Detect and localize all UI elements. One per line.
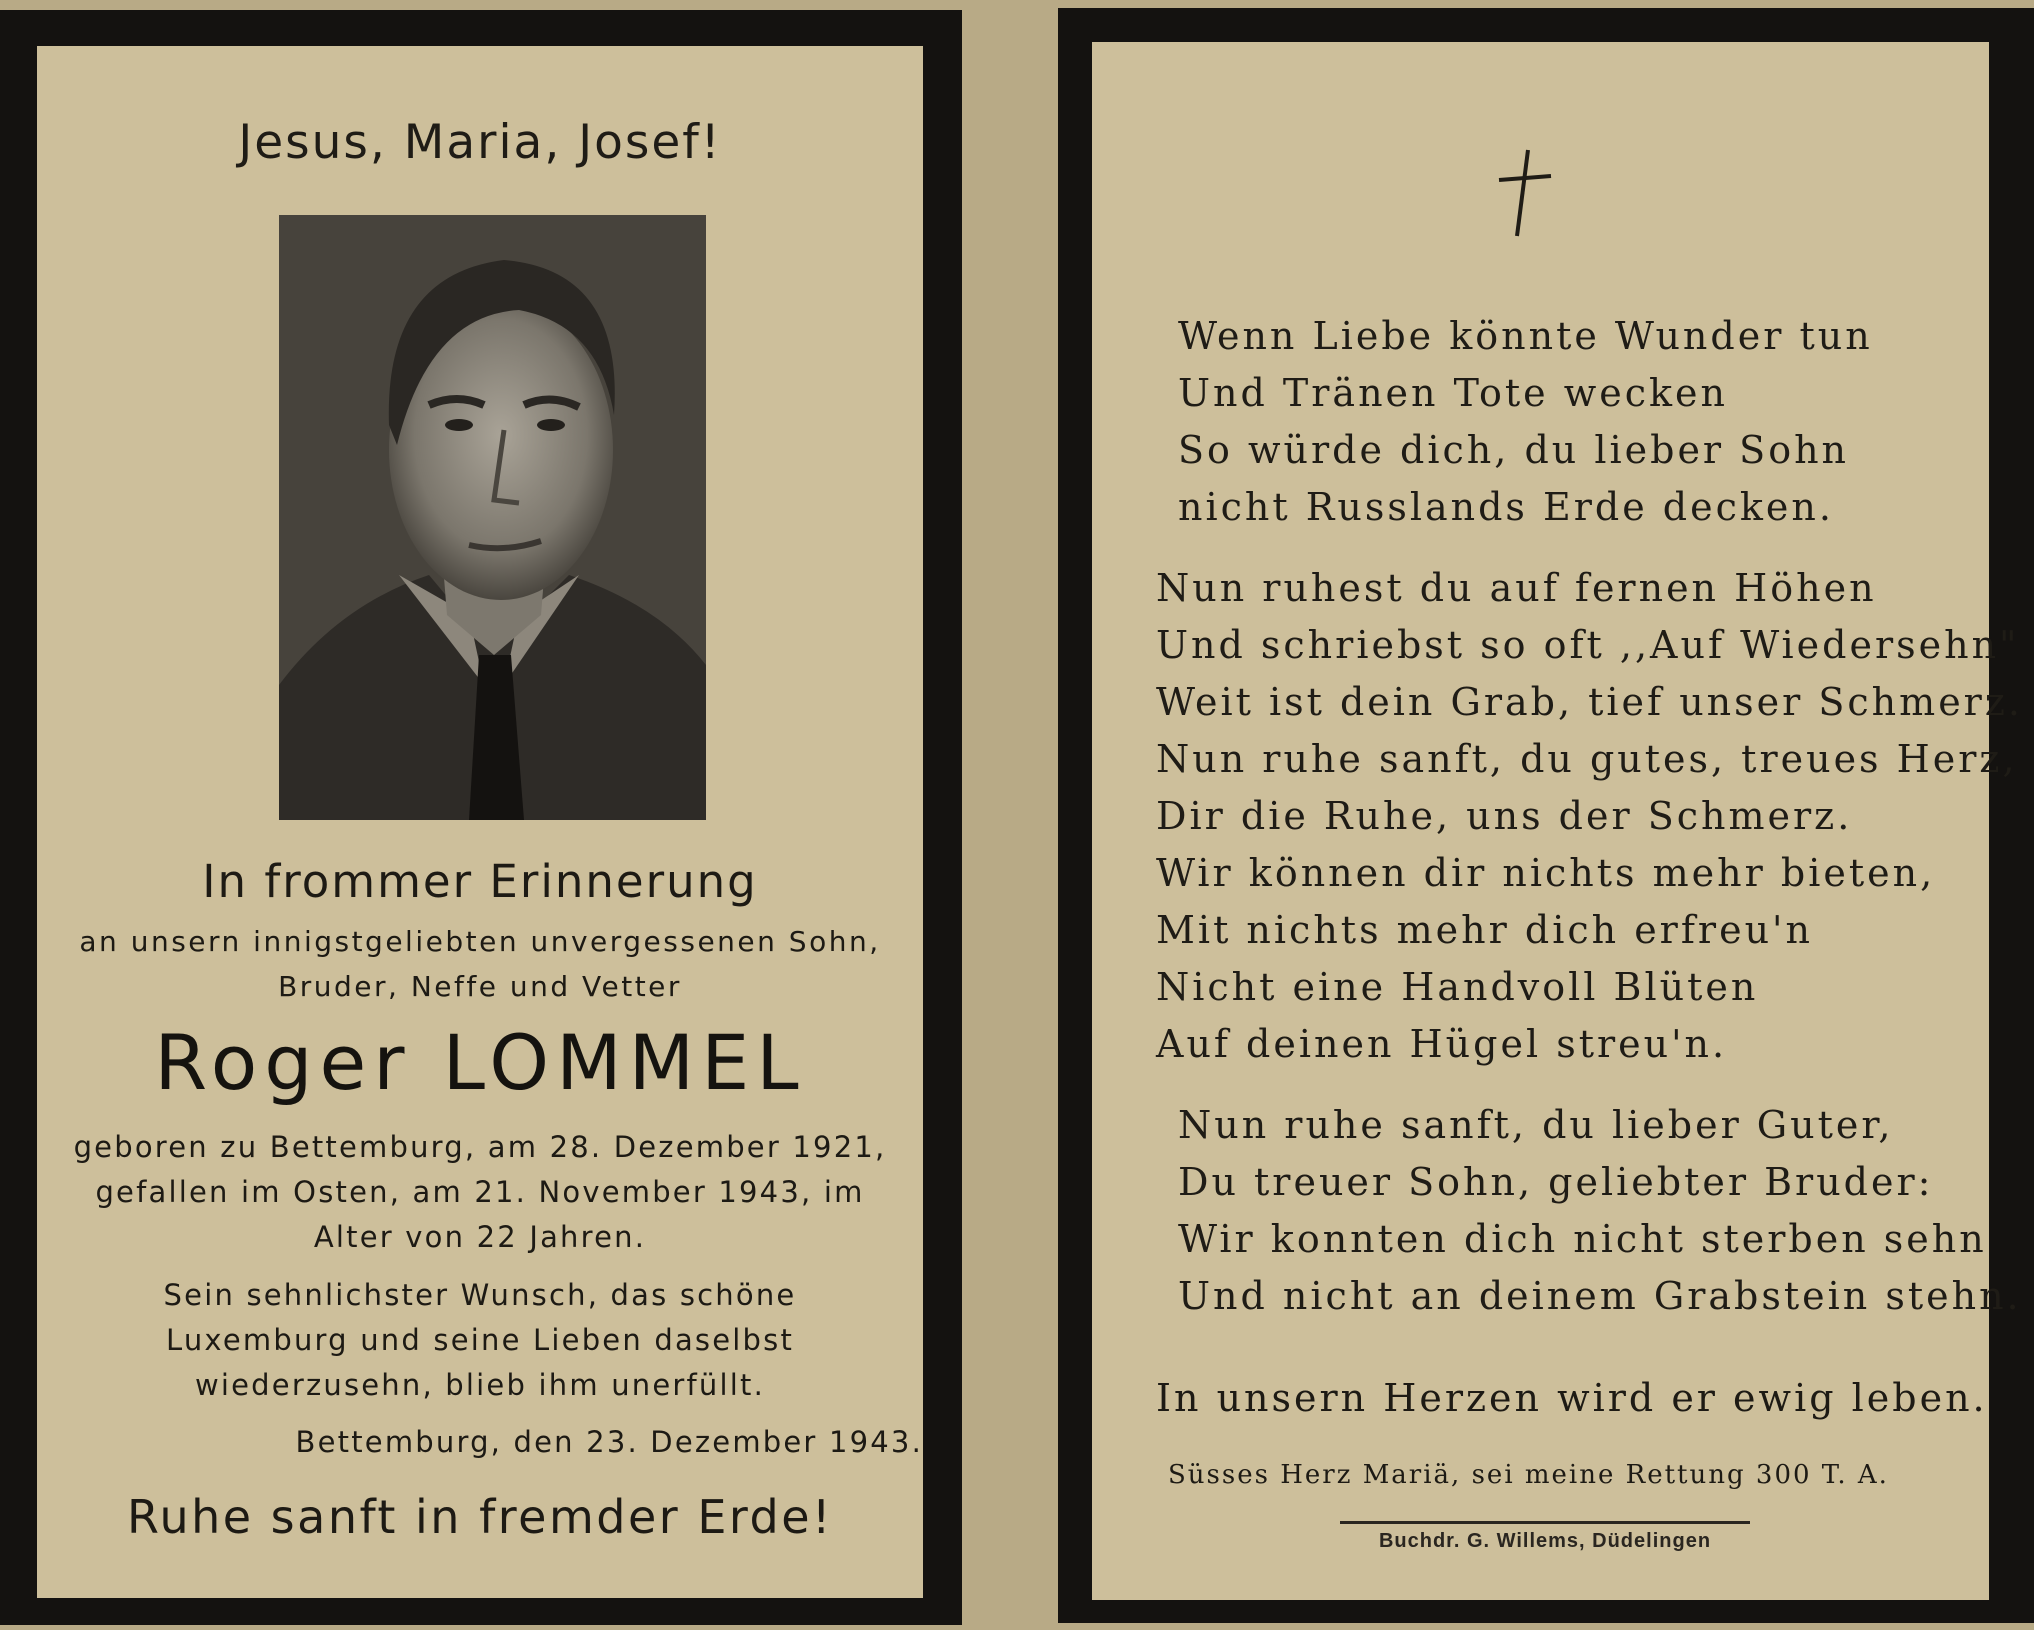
intro-line: Bruder, Neffe und Vetter — [278, 970, 682, 1003]
poem-line: Auf deinen Hügel streu'n. — [1156, 1022, 1728, 1066]
poem-line: Nun ruhe sanft, du gutes, treues Herz, — [1156, 737, 2018, 781]
memorial-heading: In frommer Erinnerung — [202, 855, 758, 908]
printer-credit: Buchdr. G. Willems, Düdelingen — [1378, 1530, 1712, 1552]
deceased-name: Roger LOMMEL — [154, 1018, 806, 1107]
poem-line: So würde dich, du lieber Sohn — [1178, 428, 1850, 472]
poem-line: Wir können dir nichts mehr bieten, — [1156, 851, 1936, 895]
intro-line: an unsern innigstgeliebten unvergessenen Sohn, — [79, 925, 881, 958]
poem-line: Nun ruhest du auf fernen Höhen — [1156, 566, 1877, 610]
poem-line: Weit ist dein Grab, tief unser Schmerz. — [1156, 680, 2023, 724]
wish-line: Sein sehnlichster Wunsch, das schöne — [163, 1278, 797, 1312]
poem-line: Du treuer Sohn, geliebter Bruder: — [1178, 1160, 1934, 1204]
poem-line: Wenn Liebe könnte Wunder tun — [1178, 314, 1873, 358]
bio-line: geboren zu Bettemburg, am 28. Dezember 1921, — [73, 1130, 887, 1164]
poem-line: nicht Russlands Erde decken. — [1178, 485, 1834, 529]
card-header-title: Jesus, Maria, Josef! — [238, 115, 722, 170]
bio-line: Alter von 22 Jahren. — [313, 1220, 647, 1254]
wish-line: Luxemburg und seine Lieben daselbst — [165, 1323, 795, 1357]
place-date-line: Bettemburg, den 23. Dezember 1943. — [295, 1425, 923, 1459]
portrait-illustration — [279, 215, 706, 820]
portrait-photo — [279, 215, 706, 820]
poem-line: Und schriebst so oft ,,Auf Wiedersehn" — [1156, 623, 2020, 667]
indulgence-prayer: Süsses Herz Mariä, sei meine Rettung 300 T. A. — [1168, 1460, 1889, 1490]
closing-blessing: Ruhe sanft in fremder Erde! — [127, 1490, 833, 1544]
poem-line: Wir konnten dich nicht sterben sehn — [1178, 1217, 1987, 1261]
poem-line: Mit nichts mehr dich erfreu'n — [1156, 908, 1813, 952]
divider-rule — [1340, 1521, 1750, 1524]
poem-line: Nun ruhe sanft, du lieber Guter, — [1178, 1103, 1894, 1147]
wish-line: wiederzusehn, blieb ihm unerfüllt. — [194, 1368, 766, 1402]
poem-line: Und nicht an deinem Grabstein stehn. — [1178, 1274, 2022, 1318]
poem-line: Nicht eine Handvoll Blüten — [1156, 965, 1759, 1009]
poem-line: Und Tränen Tote wecken — [1178, 371, 1728, 415]
cross-icon — [1495, 148, 1555, 238]
poem-line: Dir die Ruhe, uns der Schmerz. — [1156, 794, 1853, 838]
memorial-motto: In unsern Herzen wird er ewig leben. — [1156, 1376, 1988, 1420]
bio-line: gefallen im Osten, am 21. November 1943, im — [95, 1175, 865, 1209]
